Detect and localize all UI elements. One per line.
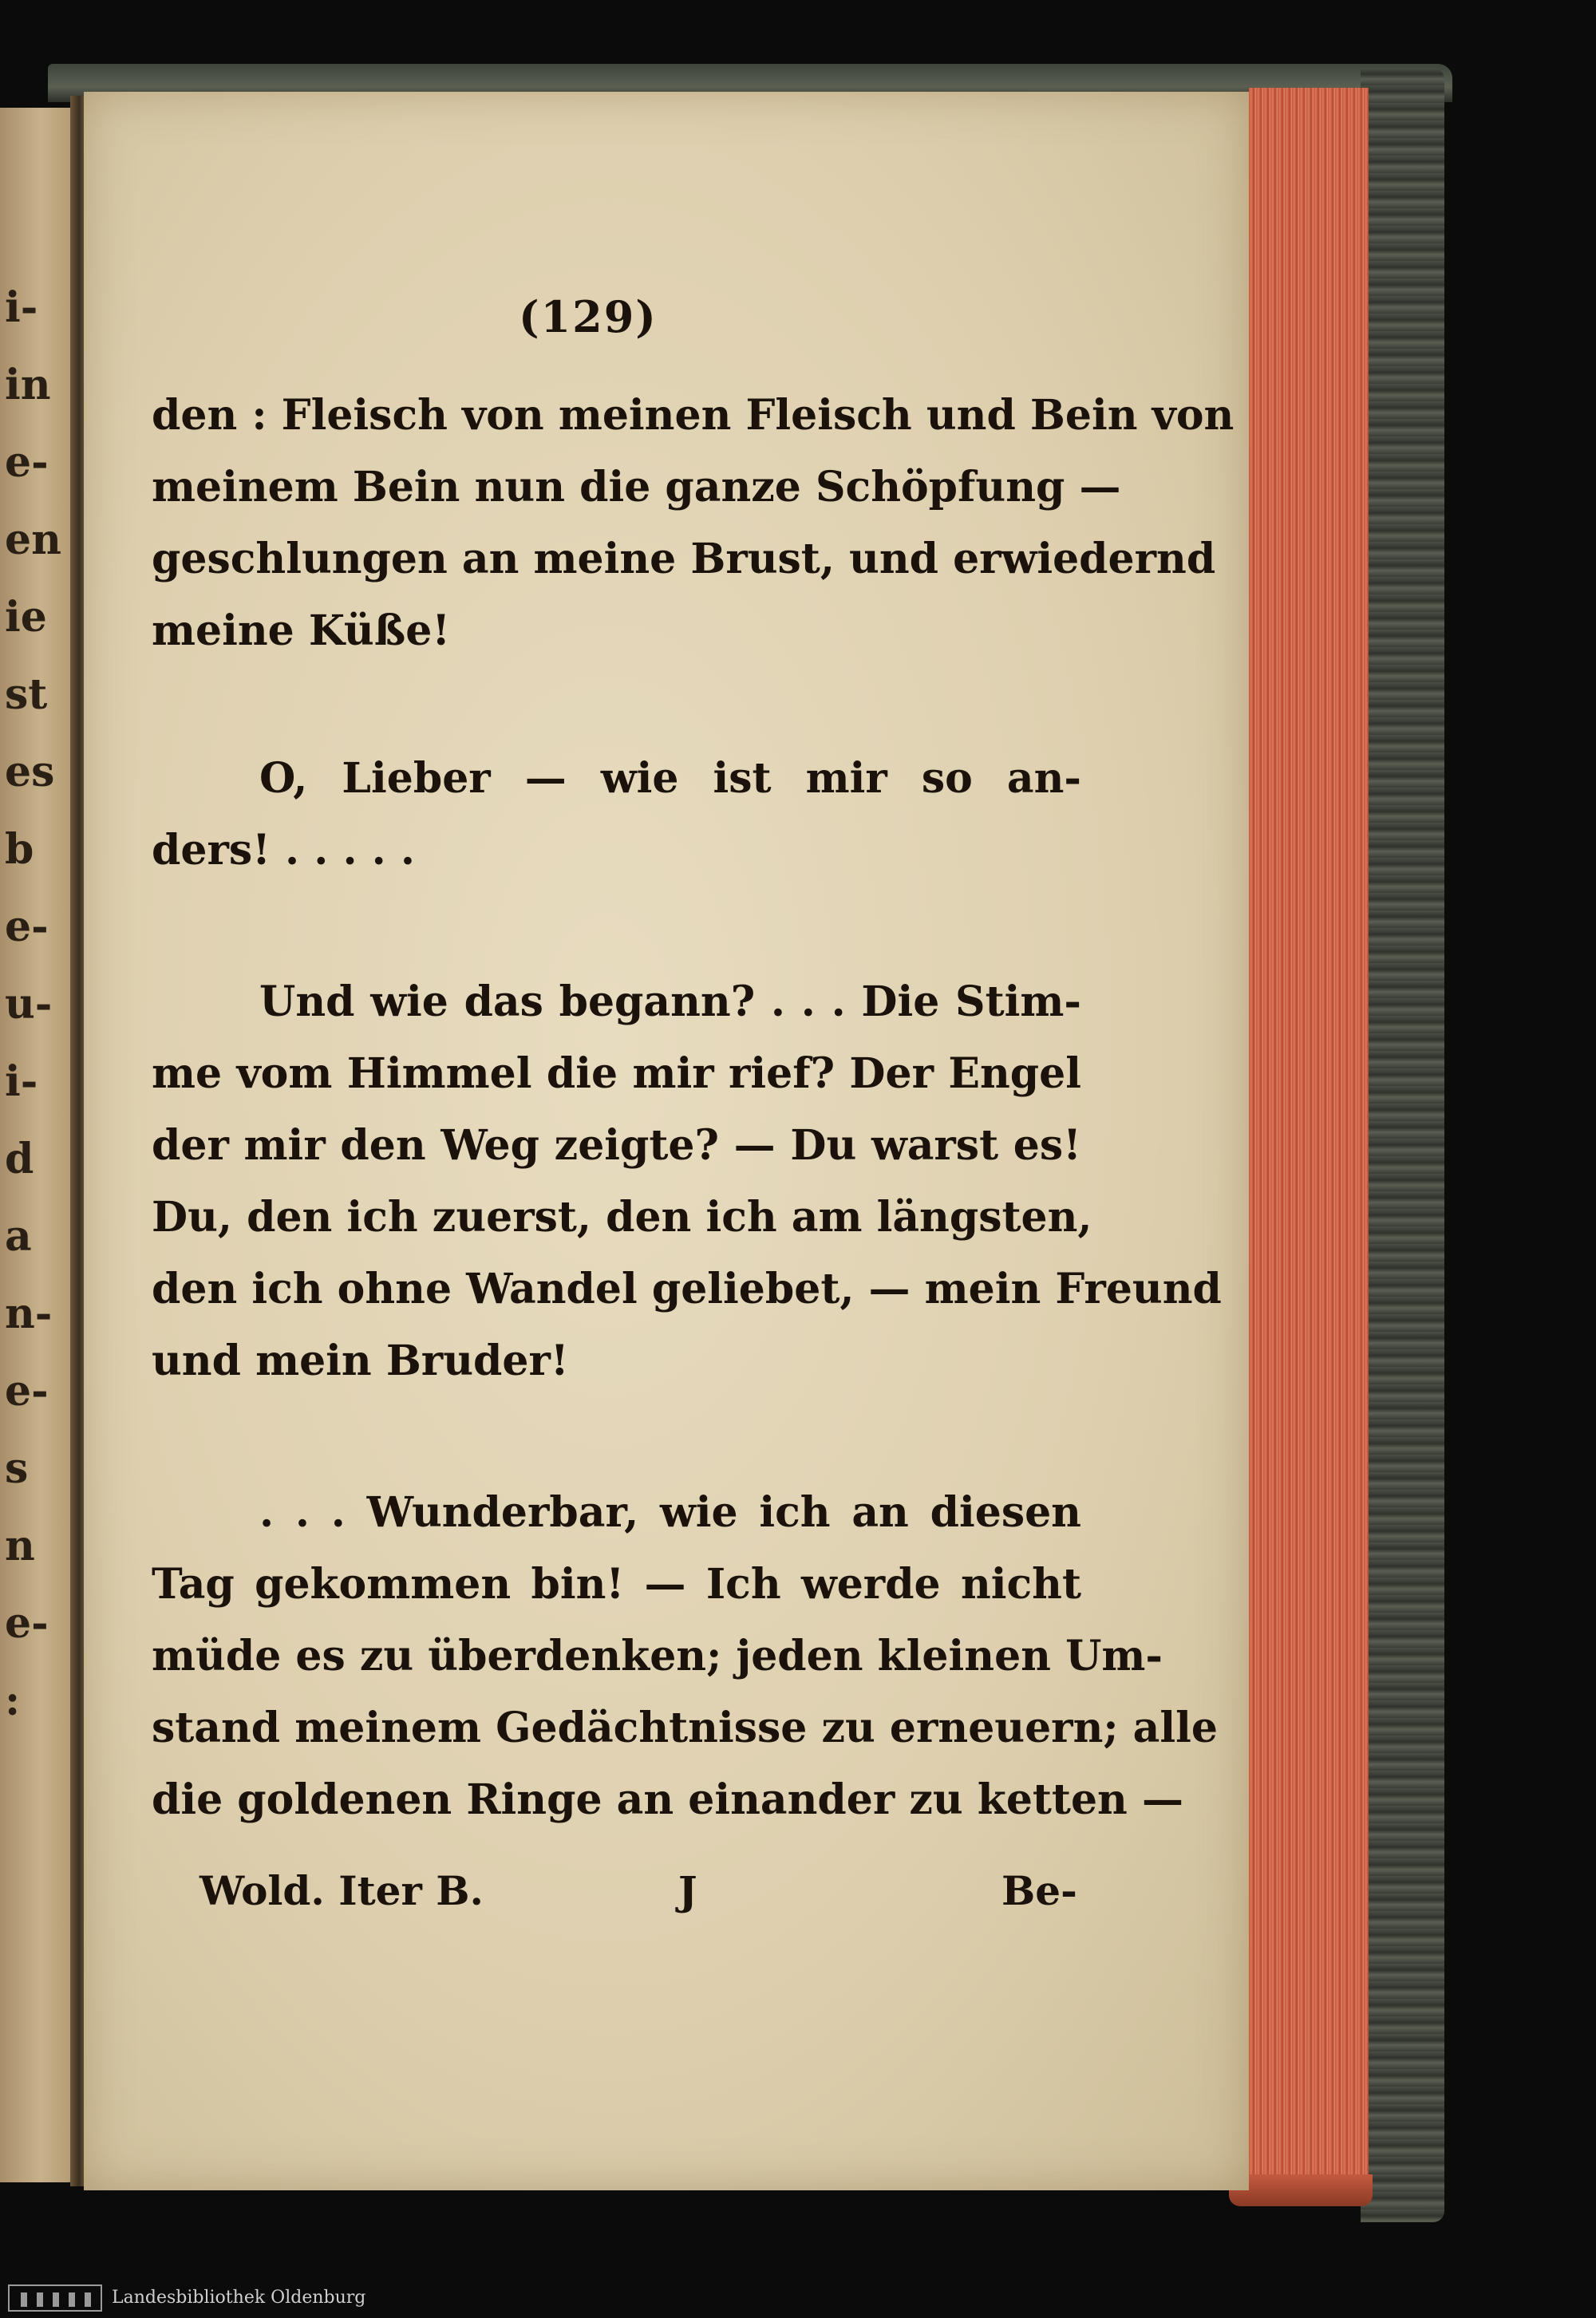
facing-page-fragment: d — [5, 1135, 34, 1183]
page-number: (129) — [519, 291, 658, 342]
page-text — [84, 92, 1249, 2190]
text-line: meine Küße! — [152, 606, 451, 655]
text-line: stand meinem Gedächtnisse zu erneuern; alle — [152, 1704, 1218, 1752]
text-line: Tag gekommen bin! — Ich werde nicht — [152, 1560, 1081, 1609]
text-line: Und wie das begann? . . . Die Stim- — [259, 977, 1081, 1026]
facing-page-fragment: e- — [5, 1599, 49, 1648]
facing-page-fragment: u- — [5, 980, 53, 1029]
book-page — [84, 92, 1249, 2190]
text-line: ders! . . . . . — [152, 826, 415, 875]
facing-page-fragments — [0, 108, 73, 2182]
text-line: die goldenen Ringe an einander zu ketten — — [152, 1775, 1183, 1824]
library-logo-icon — [8, 2284, 102, 2312]
page-edges — [1249, 88, 1369, 2182]
text-line: geschlungen an meine Brust, und erwiedernd — [152, 535, 1216, 583]
facing-page-fragment: b — [5, 825, 34, 874]
facing-page-fragment: en — [5, 515, 61, 564]
facing-page-fragment: s — [5, 1444, 29, 1493]
facing-page — [0, 108, 73, 2182]
text-line: den : Fleisch von meinen Fleisch und Bein von — [152, 391, 1235, 440]
facing-page-fragment: e- — [5, 438, 49, 487]
text-line: me vom Himmel die mir rief? Der Engel — [152, 1049, 1081, 1098]
facing-page-fragment: n- — [5, 1289, 53, 1338]
book-cover — [1361, 68, 1444, 2222]
facing-page-fragment: e- — [5, 902, 49, 951]
facing-page-fragment: i- — [5, 283, 38, 332]
page-edges-bottom — [1229, 2174, 1373, 2206]
facing-page-fragment: ie — [5, 593, 47, 642]
facing-page-fragment: i- — [5, 1057, 38, 1106]
text-line: müde es zu überdenken; jeden kleinen Um- — [152, 1632, 1163, 1680]
facing-page-fragment: in — [5, 361, 51, 409]
text-line: Du, den ich zuerst, den ich am längsten, — [152, 1193, 1092, 1242]
facing-page-fragment: es — [5, 748, 55, 796]
text-line: meinem Bein nun die ganze Schöpfung — — [152, 463, 1121, 511]
gathering-mark: J — [678, 1867, 697, 1914]
text-line: . . . Wunderbar, wie ich an diesen — [259, 1488, 1081, 1537]
text-line: der mir den Weg zeigte? — Du warst es! — [152, 1121, 1081, 1170]
facing-page-fragment: st — [5, 670, 48, 719]
text-line: O, Lieber — wie ist mir so an- — [259, 754, 1081, 803]
catchword: Be- — [1001, 1867, 1077, 1914]
facing-page-fragment: a — [5, 1212, 32, 1261]
text-line: den ich ohne Wandel geliebet, — mein Freund — [152, 1265, 1222, 1313]
library-bar — [0, 2278, 1596, 2318]
signature-mark: Wold. Iter B. — [200, 1867, 484, 1914]
library-name: Landesbibliothek Oldenburg — [112, 2288, 366, 2308]
text-line: und mein Bruder! — [152, 1337, 569, 1385]
facing-page-fragment: n — [5, 1522, 35, 1570]
facing-page-fragment: e- — [5, 1367, 49, 1416]
facing-page-fragment: : — [5, 1676, 21, 1725]
